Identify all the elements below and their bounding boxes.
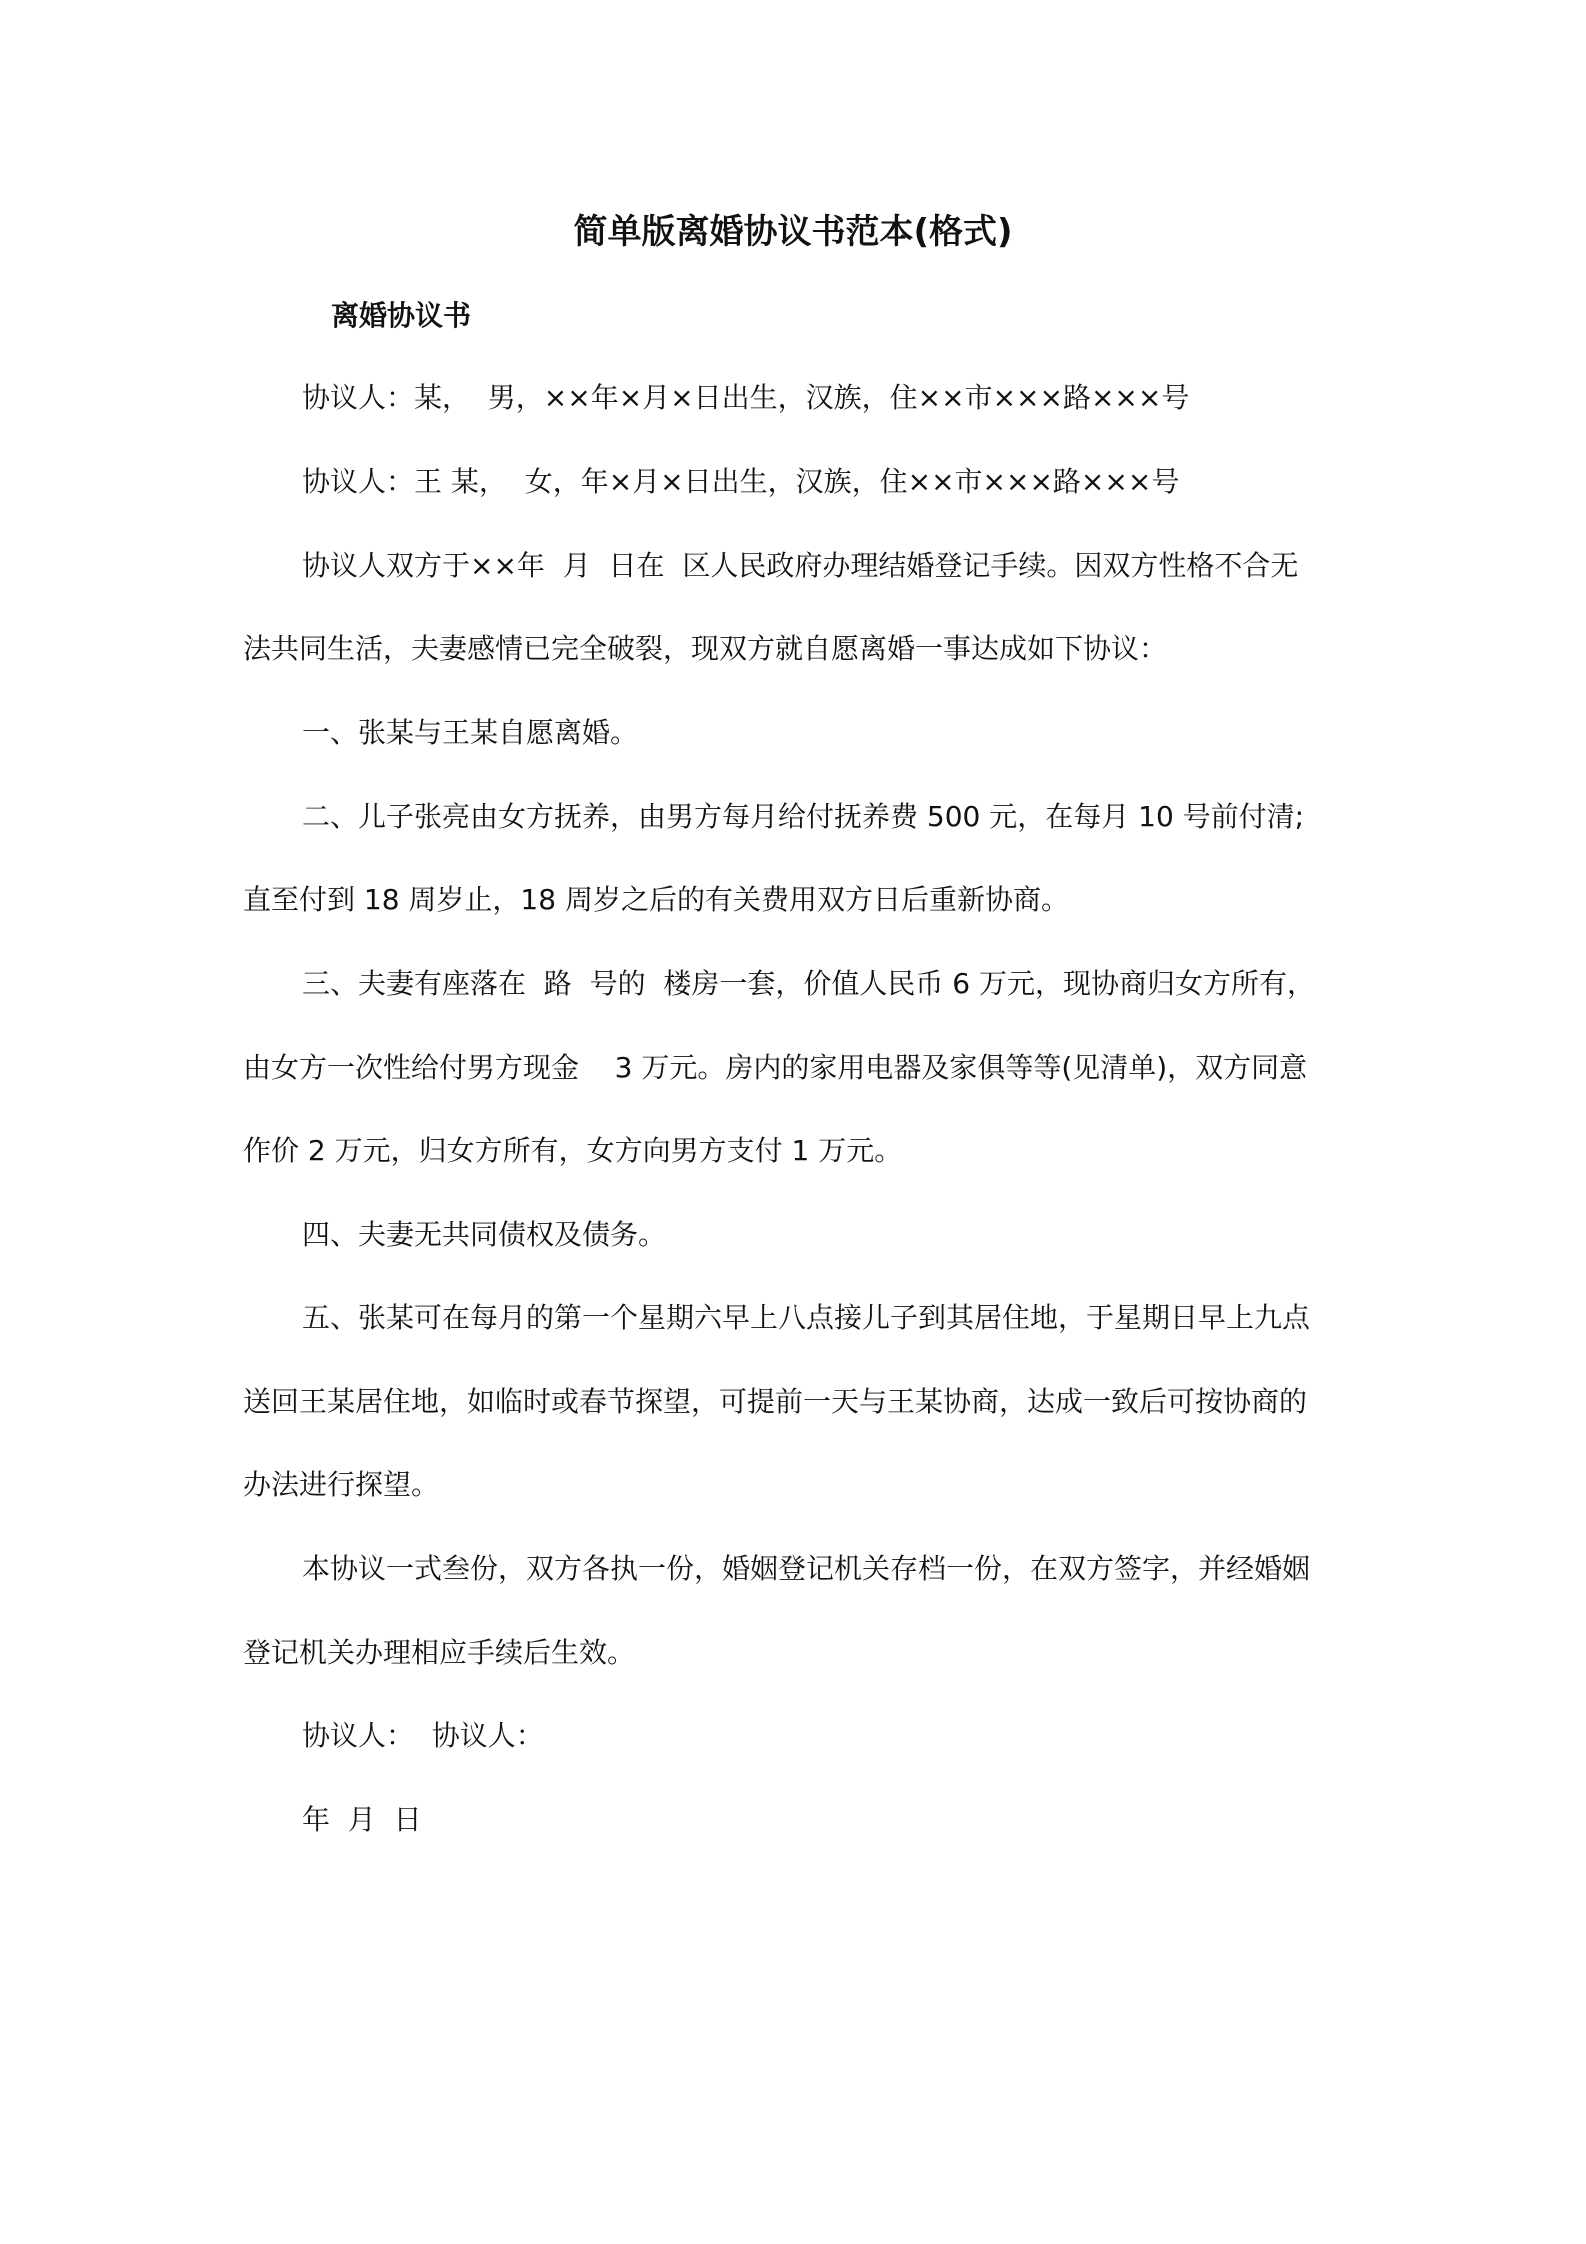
document-subtitle: 离婚协议书 bbox=[331, 299, 472, 332]
clause-3-line-1: 三、夫妻有座落在 路 号的 楼房一套，价值人民币 6 万元，现协商归女方所有， bbox=[302, 967, 1316, 1000]
effect-line-1: 本协议一式叁份，双方各执一份，婚姻登记机关存档一份，在双方签字，并经婚姻 bbox=[302, 1552, 1311, 1585]
clause-2-line-1: 二、儿子张亮由女方抚养，由男方每月给付抚养费 500 元，在每月 10 号前付清; bbox=[302, 800, 1305, 833]
date-line: 年 月 日 bbox=[302, 1803, 422, 1836]
party-2-line: 协议人：王 某， 女，年×月×日出生，汉族，住××市×××路×××号 bbox=[302, 465, 1180, 498]
clause-3-line-3: 作价 2 万元，归女方所有，女方向男方支付 1 万元。 bbox=[243, 1134, 903, 1167]
document-title: 简单版离婚协议书范本(格式) bbox=[573, 212, 1013, 252]
preamble-line-1: 协议人双方于××年 月 日在 区人民政府办理结婚登记手续。因双方性格不合无 bbox=[302, 549, 1299, 582]
clause-4-line: 四、夫妻无共同债权及债务。 bbox=[302, 1218, 667, 1251]
clause-2-line-2: 直至付到 18 周岁止，18 周岁之后的有关费用双方日后重新协商。 bbox=[243, 883, 1069, 916]
effect-line-2: 登记机关办理相应手续后生效。 bbox=[243, 1636, 636, 1669]
clause-5-line-2: 送回王某居住地，如临时或春节探望，可提前一天与王某协商，达成一致后可按协商的 bbox=[243, 1385, 1308, 1418]
clause-5-line-3: 办法进行探望。 bbox=[243, 1468, 440, 1501]
party-1-line: 协议人：某， 男，××年×月×日出生，汉族，住××市×××路×××号 bbox=[302, 381, 1190, 414]
signature-line: 协议人： 协议人： bbox=[302, 1719, 544, 1752]
clause-3-line-2: 由女方一次性给付男方现金 3 万元。房内的家用电器及家俱等等(见清单)，双方同意 bbox=[243, 1051, 1308, 1084]
preamble-line-2: 法共同生活，夫妻感情已完全破裂，现双方就自愿离婚一事达成如下协议： bbox=[243, 632, 1168, 665]
clause-1-line: 一、张某与王某自愿离婚。 bbox=[302, 716, 639, 749]
clause-5-line-1: 五、张某可在每月的第一个星期六早上八点接儿子到其居住地，于星期日早上九点 bbox=[302, 1301, 1311, 1334]
